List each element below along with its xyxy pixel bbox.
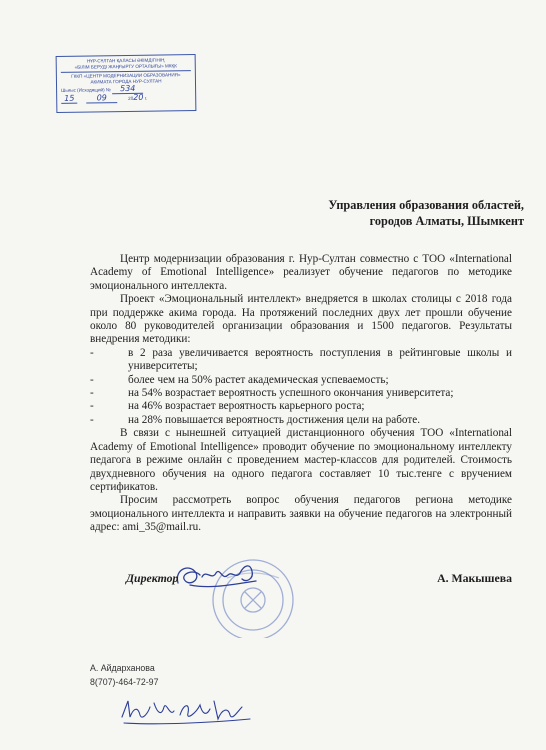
signer-role: Директор [126,571,179,585]
results-list-item [90,347,512,374]
list-item-text: более чем на 50% растет академическая успеваемость; [128,373,389,386]
executor-name: А. Айдарханова [90,663,155,673]
stamp-date-year-prefix: 20 [128,95,134,101]
stamp-line-1: НҰР-СҰЛТАН ҚАЛАСЫ ӘКІМДІГІНІҢ [86,57,165,64]
stamp-date-suffix: г. [144,95,148,101]
stamp-date-year: 20 [133,92,144,102]
executor-block [90,662,158,689]
stamp-line-2: «БІЛІМ БЕРУДІ ЖАҢҒЫРТУ ОРТАЛЫҒЫ» МКҚК [74,62,177,70]
signer-name: А. Макышева [437,571,512,585]
stamp-line-4: АКИМАТА ГОРОДА НУР-СУЛТАН [90,78,162,85]
body-paragraph-2: Проект «Эмоциональный интеллект» внедряется в школах столицы с 2018 года при поддержке акима города. На протяжений последних двух лет прошли обучение около 80 руководителей организации образования и 1500 педагогов. Результаты внедрения методики: [90,293,512,346]
list-dash: - [90,400,94,413]
executor-phone: 8(707)-464-72-97 [90,676,159,687]
results-list-item [90,387,512,400]
letter-body [90,253,512,535]
stamp-outgoing-label: Шығыс (Исходящий) № [61,87,111,94]
addressee-line-2: городов Алматы, Шымкент [369,214,524,228]
list-dash: - [90,373,94,386]
results-list-item [90,374,512,387]
stamp-line-3: ГККП «ЦЕНТР МОДЕРНИЗАЦИИ ОБРАЗОВАНИЯ» [71,72,181,79]
body-paragraph-4: Просим рассмотреть вопрос обучения педагогов региона методике эмоционального интеллекта и направить заявки на обучение педагогов на электронный адрес: ami_35@mail.ru. [90,494,512,534]
addressee-line-1: Управления образования областей, [328,198,524,212]
stamp-date-day: 15 [61,94,77,104]
approval-initials-icon [118,693,258,729]
signature-line [126,571,512,587]
list-item-text: на 54% возрастает вероятность успешного окончания университета; [128,387,454,400]
list-dash: - [90,387,94,400]
body-paragraph-3: В связи с нынешней ситуацией дистанционного обучения ТОО «International Academy of Emotional Intelligence» проводит обучение по эмоциональному интеллекту педагога в режиме онлайн с проведением мастер-классов для родителей. Стоимость двухдневного обучения на одного педагога составляет 10 тыс.тенге с вручением сертификатов. [90,427,512,493]
addressee-block [300,197,524,229]
stamp-outgoing-row [57,85,195,94]
stamp-date-row [57,94,195,103]
results-list-item [90,414,512,427]
list-dash: - [90,346,94,359]
list-item-text: на 28% повышается вероятность достижения цели на работе. [128,413,421,426]
body-paragraph-1: Центр модернизации образования г. Нур-Султан совместно с ТОО «International Academy of Emotional Intelligence» реализует обучение педагогов по методике эмоционального интеллекта. [90,253,512,292]
results-list [90,347,512,427]
list-dash: - [90,413,94,426]
registration-stamp [56,54,197,113]
results-list-item [90,400,512,413]
stamp-date-month: 09 [87,93,117,103]
list-item-text: на 46% возрастает вероятность карьерного роста; [128,400,365,413]
list-item-text: в 2 раза увеличивается вероятность поступления в рейтинговые школы и университеты; [128,346,512,373]
stamp-outgoing-number: 534 [112,84,143,94]
